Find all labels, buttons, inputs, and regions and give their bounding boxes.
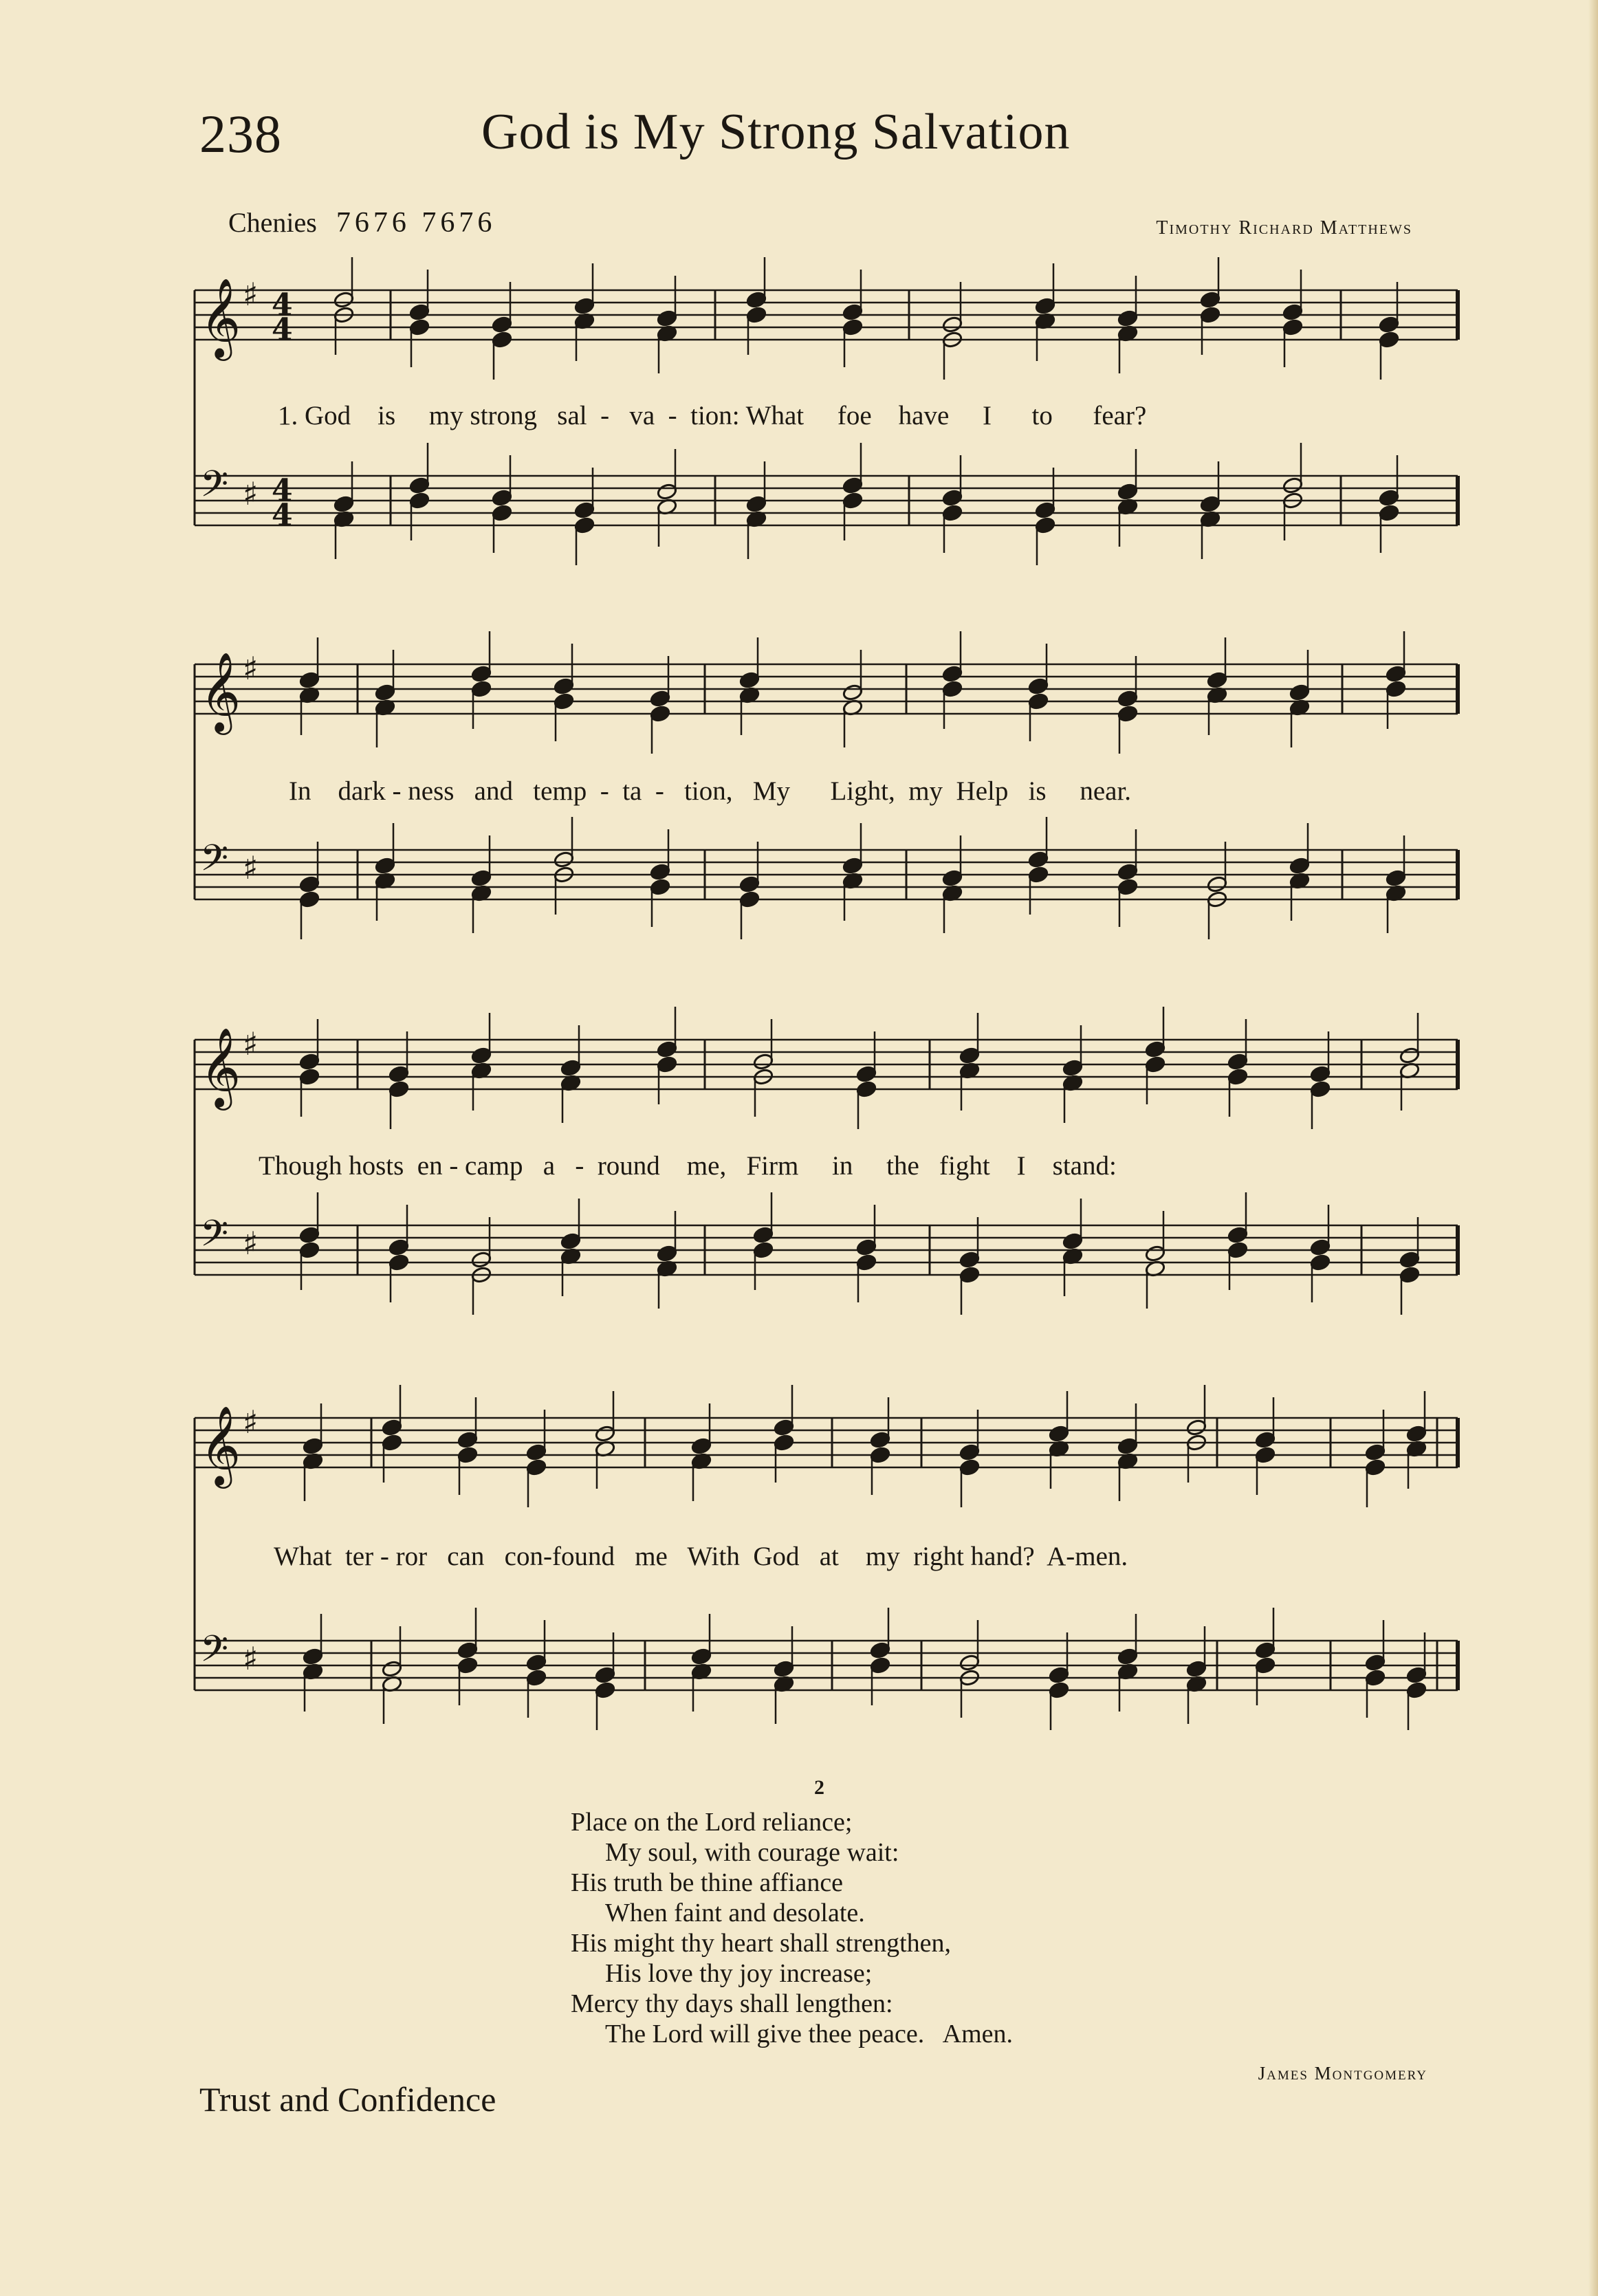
verse-line: Mercy thy days shall lengthen: — [571, 1989, 893, 2018]
note-head — [691, 1648, 712, 1665]
author-credit: James Montgomery — [1258, 2063, 1427, 2084]
note-head — [650, 690, 671, 708]
note-head — [560, 1232, 582, 1250]
note-head — [842, 492, 864, 510]
lyric-line-3: Though hosts en - camp a - round me, Firm in the fight I stand: — [259, 1151, 1117, 1181]
note-head — [382, 1419, 403, 1436]
note-head — [299, 875, 320, 893]
music-systems — [195, 257, 1458, 1730]
note-head — [382, 1660, 403, 1678]
time-signature-bottom: 4 — [272, 498, 293, 533]
note-head — [492, 489, 513, 507]
note-head — [1406, 1666, 1427, 1684]
note-head — [299, 1053, 320, 1071]
note-head — [1365, 1443, 1386, 1461]
note-head — [595, 1425, 616, 1443]
note-head — [1289, 684, 1311, 701]
note-head — [739, 875, 760, 893]
note-head — [1227, 1241, 1249, 1259]
note-head — [299, 1226, 320, 1244]
treble-clef-icon: 𝄞 — [200, 1027, 241, 1107]
note-head — [657, 1056, 678, 1073]
bass-clef-icon: 𝄢 — [200, 1213, 229, 1264]
note-head — [382, 1434, 403, 1452]
note-head — [1035, 297, 1056, 315]
note-head — [388, 1080, 410, 1098]
sharp-key-signature-icon: ♯ — [243, 1025, 259, 1062]
note-head — [842, 318, 864, 336]
note-head — [1207, 671, 1228, 689]
note-head — [574, 516, 595, 534]
note-head — [554, 677, 575, 695]
bass-clef-icon: 𝄢 — [200, 838, 229, 888]
bass-clef-icon: 𝄢 — [200, 463, 229, 514]
time-signature-top: 4 — [272, 287, 293, 322]
note-head — [657, 309, 678, 327]
note-head — [657, 483, 678, 501]
note-head — [471, 665, 492, 683]
note-head — [1062, 1232, 1084, 1250]
note-head — [471, 680, 492, 698]
note-head — [303, 1437, 324, 1455]
note-head — [1399, 1047, 1421, 1064]
note-head — [1117, 705, 1139, 723]
note-head — [303, 1648, 324, 1665]
note-head — [409, 318, 430, 336]
note-head — [1227, 1068, 1249, 1086]
treble-clef-icon: 𝄞 — [200, 1405, 241, 1485]
note-head — [471, 1251, 492, 1269]
lyric-line-4: What ter - ror can con-found me With God at my right hand? A-men. — [274, 1542, 1128, 1571]
note-head — [1200, 291, 1221, 309]
note-head — [1145, 1040, 1166, 1058]
note-head — [1117, 878, 1139, 896]
note-head — [753, 1226, 774, 1244]
note-head — [942, 489, 963, 507]
note-head — [1386, 665, 1407, 683]
note-head — [739, 671, 760, 689]
note-head — [1117, 1648, 1139, 1665]
verse-line: When faint and desolate. — [605, 1899, 865, 1927]
sharp-key-signature-icon: ♯ — [243, 276, 259, 313]
note-head — [650, 705, 671, 723]
note-head — [492, 504, 513, 522]
note-head — [526, 1669, 547, 1687]
note-head — [1282, 477, 1304, 494]
note-head — [842, 684, 864, 701]
sharp-key-signature-icon: ♯ — [243, 475, 259, 512]
note-head — [1255, 1446, 1276, 1464]
note-head — [650, 863, 671, 881]
note-head — [1365, 1669, 1386, 1687]
note-head — [595, 1666, 616, 1684]
note-head — [1227, 1053, 1249, 1071]
note-head — [1282, 318, 1304, 336]
note-head — [388, 1254, 410, 1271]
note-head — [457, 1657, 479, 1674]
note-head — [774, 1434, 795, 1452]
category-label: Trust and Confidence — [199, 2080, 496, 2119]
note-head — [842, 477, 864, 494]
treble-clef-icon: 𝄞 — [200, 277, 241, 358]
time-signature-top: 4 — [272, 473, 293, 508]
note-head — [1289, 857, 1311, 875]
note-head — [1386, 869, 1407, 887]
note-head — [856, 1254, 877, 1271]
time-signature-bottom: 4 — [272, 312, 293, 347]
note-head — [471, 1047, 492, 1064]
note-head — [1049, 1666, 1070, 1684]
note-head — [299, 890, 320, 908]
note-head — [526, 1654, 547, 1672]
note-head — [1035, 501, 1056, 519]
note-head — [1049, 1681, 1070, 1699]
note-head — [870, 1657, 891, 1674]
note-head — [1207, 875, 1228, 893]
note-head — [375, 684, 396, 701]
note-head — [774, 1660, 795, 1678]
note-head — [1200, 306, 1221, 324]
note-head — [1028, 692, 1049, 710]
lyric-line-1: 1. God is my strong sal - va - tion: What foe have I to fear? — [278, 401, 1147, 430]
note-head — [959, 1654, 981, 1672]
sharp-key-signature-icon: ♯ — [243, 1225, 259, 1262]
note-head — [388, 1065, 410, 1083]
note-head — [746, 291, 767, 309]
sharp-key-signature-icon: ♯ — [243, 849, 259, 886]
note-head — [870, 1431, 891, 1449]
note-head — [457, 1446, 479, 1464]
note-head — [1310, 1080, 1331, 1098]
note-head — [1365, 1458, 1386, 1476]
note-head — [856, 1080, 877, 1098]
note-head — [388, 1238, 410, 1256]
hymn-title: God is My Strong Salvation — [481, 104, 1071, 160]
note-head — [657, 1040, 678, 1058]
note-head — [942, 504, 963, 522]
note-head — [375, 857, 396, 875]
note-head — [753, 1053, 774, 1071]
note-head — [299, 671, 320, 689]
note-head — [746, 306, 767, 324]
note-head — [650, 878, 671, 896]
verse-line: The Lord will give thee peace. Amen. — [605, 2020, 1014, 2048]
note-head — [1255, 1431, 1276, 1449]
note-head — [1399, 1266, 1421, 1284]
note-head — [1028, 851, 1049, 868]
note-head — [856, 1065, 877, 1083]
note-head — [942, 665, 963, 683]
note-head — [471, 869, 492, 887]
note-head — [942, 316, 963, 334]
note-head — [1310, 1254, 1331, 1271]
note-head — [526, 1443, 547, 1461]
sharp-key-signature-icon: ♯ — [243, 650, 259, 687]
note-head — [574, 297, 595, 315]
note-head — [1200, 495, 1221, 513]
note-head — [1186, 1660, 1207, 1678]
note-head — [753, 1241, 774, 1259]
sharp-key-signature-icon: ♯ — [243, 1640, 259, 1677]
note-head — [1255, 1657, 1276, 1674]
note-head — [1227, 1226, 1249, 1244]
note-head — [1145, 1245, 1166, 1262]
note-head — [1310, 1238, 1331, 1256]
note-head — [1117, 690, 1139, 708]
note-head — [1062, 1059, 1084, 1077]
note-head — [574, 501, 595, 519]
note-head — [870, 1446, 891, 1464]
note-head — [1379, 331, 1400, 349]
note-head — [774, 1419, 795, 1436]
note-head — [1365, 1654, 1386, 1672]
note-head — [1145, 1056, 1166, 1073]
note-head — [1028, 677, 1049, 695]
note-head — [492, 316, 513, 334]
note-head — [299, 1068, 320, 1086]
note-head — [942, 869, 963, 887]
note-head — [333, 291, 355, 309]
note-head — [842, 303, 864, 321]
note-head — [1117, 863, 1139, 881]
note-head — [959, 1458, 981, 1476]
note-head — [595, 1681, 616, 1699]
note-head — [942, 680, 963, 698]
note-head — [554, 692, 575, 710]
note-head — [1379, 489, 1400, 507]
note-head — [739, 890, 760, 908]
note-head — [1310, 1065, 1331, 1083]
verse-line: His love thy joy increase; — [605, 1959, 873, 1988]
note-head — [959, 1251, 981, 1269]
note-head — [1406, 1425, 1427, 1443]
note-head — [856, 1238, 877, 1256]
note-head — [409, 303, 430, 321]
note-head — [1186, 1419, 1207, 1436]
note-head — [1379, 504, 1400, 522]
note-head — [1049, 1425, 1070, 1443]
note-head — [1379, 316, 1400, 334]
tune-meter: 7676 7676 — [336, 207, 496, 239]
note-head — [554, 851, 575, 868]
verse-line: Place on the Lord reliance; — [571, 1808, 853, 1837]
note-head — [1028, 866, 1049, 884]
hymn-number: 238 — [199, 104, 282, 164]
tune-name: Chenies — [228, 207, 317, 238]
note-head — [409, 492, 430, 510]
note-head — [457, 1431, 479, 1449]
note-head — [959, 1266, 981, 1284]
note-head — [492, 331, 513, 349]
note-head — [1035, 516, 1056, 534]
note-head — [657, 1245, 678, 1262]
sharp-key-signature-icon: ♯ — [243, 1403, 259, 1441]
note-head — [409, 477, 430, 494]
verse-number: 2 — [814, 1776, 824, 1799]
verse-2 — [571, 1807, 1013, 2049]
lyric-line-2: In dark - ness and temp - ta - tion, My Light, my Help is near. — [289, 776, 1132, 806]
verse-line: His might thy heart shall strengthen, — [571, 1929, 952, 1958]
composer-credit: Timothy Richard Matthews — [1156, 217, 1412, 239]
note-head — [457, 1641, 479, 1659]
note-head — [1117, 1437, 1139, 1455]
note-head — [746, 495, 767, 513]
note-head — [1117, 309, 1139, 327]
note-head — [1386, 680, 1407, 698]
verse-line: My soul, with courage wait: — [605, 1838, 899, 1867]
note-head — [1117, 483, 1139, 501]
note-head — [691, 1437, 712, 1455]
note-head — [959, 1047, 981, 1064]
note-head — [1255, 1641, 1276, 1659]
treble-clef-icon: 𝄞 — [200, 651, 241, 732]
note-head — [959, 1443, 981, 1461]
note-head — [870, 1641, 891, 1659]
note-head — [333, 495, 355, 513]
note-head — [299, 1241, 320, 1259]
bass-clef-icon: 𝄢 — [200, 1628, 229, 1679]
note-head — [1282, 303, 1304, 321]
note-head — [842, 857, 864, 875]
note-head — [526, 1458, 547, 1476]
note-head — [560, 1059, 582, 1077]
note-head — [1406, 1681, 1427, 1699]
note-head — [1399, 1251, 1421, 1269]
verse-line: His truth be thine affiance — [571, 1868, 844, 1897]
